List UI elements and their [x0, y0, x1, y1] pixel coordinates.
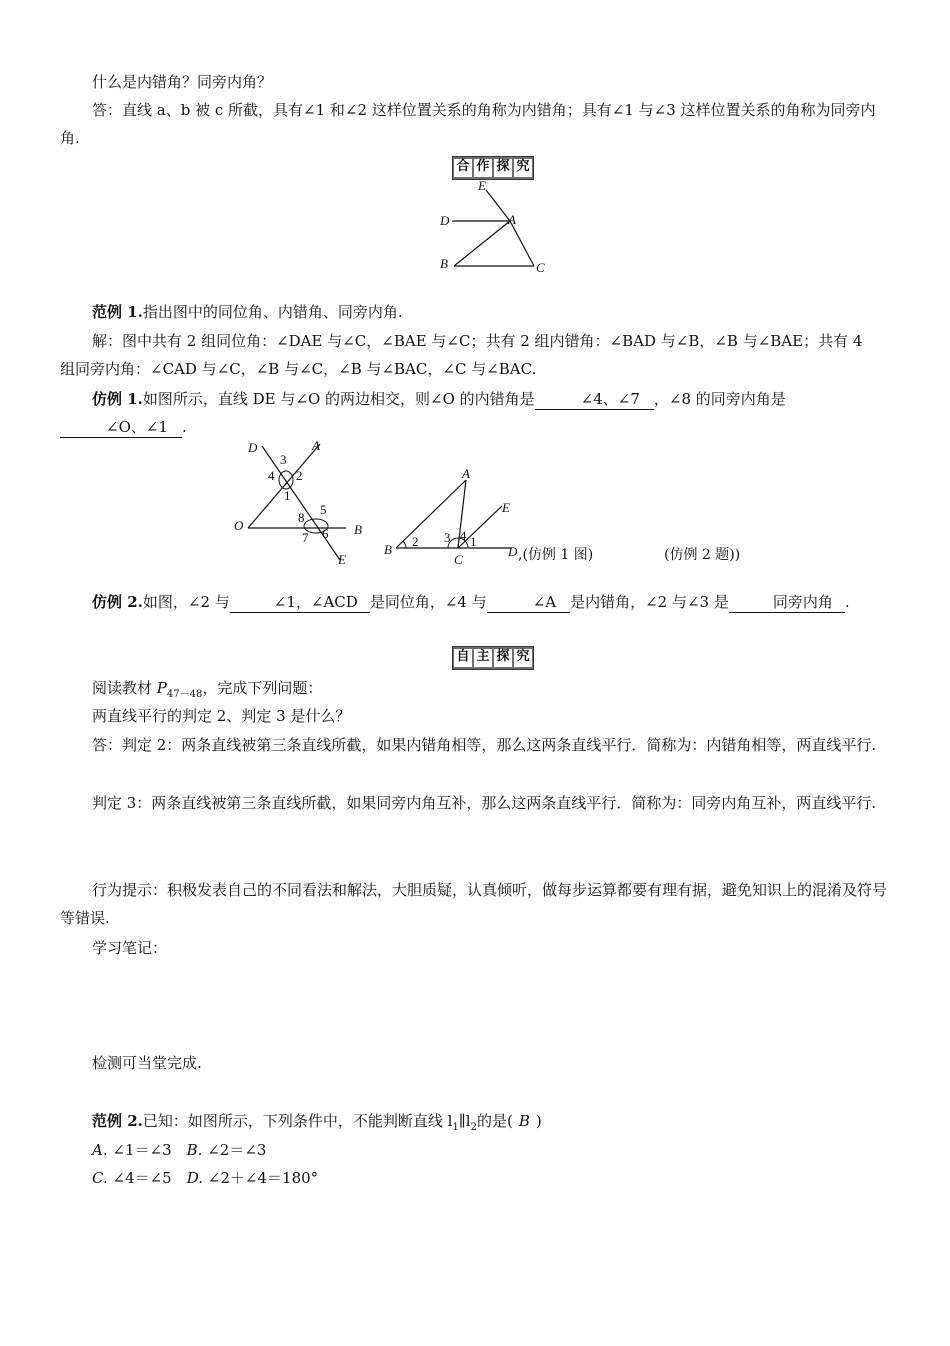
- label-B: B: [384, 542, 392, 557]
- notes-label: 学习笔记：: [92, 939, 168, 957]
- label-A: A: [312, 438, 320, 453]
- example1-solution-2: 组同旁内角：∠CAD 与∠C，∠B 与∠C，∠B 与∠BAC，∠C 与∠BAC.: [60, 360, 537, 378]
- rule-2: 答：判定 2：两条直线被第三条直线所截，如果内错角相等，那么这两条直线平行．简称为：内错角相等，两直线平行.: [92, 736, 877, 754]
- example1-text: 指出图中的同位角、内错角、同旁内角.: [142, 303, 403, 321]
- label-C: C: [536, 260, 545, 275]
- ray-AE: [486, 190, 510, 221]
- practice1-title: 仿例 1.: [92, 390, 143, 408]
- option-d-letter: D.: [186, 1169, 204, 1187]
- angle-3: 3: [280, 452, 287, 467]
- reading-prefix: 阅读教材: [92, 679, 157, 697]
- caption-practice2-figure: (仿例 2 题)): [664, 547, 741, 563]
- angle-2: 2: [296, 468, 303, 483]
- figure-triangle-1: [430, 178, 560, 276]
- intro-answer: 答：直线 a、b 被 c 所截，具有∠1 和∠2 这样位置关系的角称为内错角；具有∠1 与∠3 这样位置关系的角称为同旁内角.: [60, 101, 876, 147]
- label-B: B: [440, 256, 448, 271]
- option-a-letter: A.: [92, 1141, 108, 1159]
- example2-text-b: 的是(: [476, 1112, 513, 1130]
- practice2-answer3: 同旁内角: [729, 592, 845, 613]
- angle-6: 6: [322, 526, 329, 541]
- header-char: 究: [514, 649, 532, 667]
- section-header-cooperative: [452, 156, 534, 180]
- practice1: [60, 385, 892, 441]
- practice1-text: 如图所示，直线 DE 与∠O 的两边相交，则∠O 的内错角是: [142, 390, 535, 408]
- example2-title: 范例 2.: [92, 1112, 143, 1130]
- question-2: 两直线平行的判定 2、判定 3 是什么？: [92, 707, 351, 725]
- reading-suffix: ，完成下列问题：: [202, 679, 323, 697]
- option-b: ∠2＝∠3: [207, 1141, 267, 1159]
- check-note: 检测可当堂完成.: [92, 1054, 202, 1072]
- side-AC: [510, 221, 534, 266]
- example1-statement: [60, 298, 892, 326]
- angle-5: 5: [320, 502, 327, 517]
- angle-4: 4: [268, 468, 275, 483]
- example2-options-ab: [60, 1136, 892, 1164]
- example2-sub-1: 1: [452, 1122, 459, 1133]
- option-b-letter: B.: [186, 1141, 203, 1159]
- practice1-text-mid: ，∠8 的同旁内角是: [653, 390, 786, 408]
- angle-1: 1: [284, 488, 291, 503]
- label-E: E: [502, 500, 510, 515]
- label-C: C: [454, 552, 463, 567]
- figure-angle-O: [228, 438, 378, 570]
- label-D: D: [440, 213, 450, 228]
- label-D: D: [248, 440, 258, 455]
- label-O: O: [234, 518, 244, 533]
- practice2-text-3: 是内错角，∠2 与∠3 是: [570, 593, 729, 611]
- practice2: [60, 588, 892, 616]
- example2-sub-2: 2: [470, 1122, 477, 1133]
- intro-question: 什么是内错角？同旁内角？: [92, 73, 273, 91]
- header-char: 作: [474, 159, 492, 177]
- angle-7: 7: [302, 530, 309, 545]
- practice2-text-2: 是同位角，∠4 与: [369, 593, 487, 611]
- option-a: ∠1＝∠3: [112, 1141, 172, 1159]
- example2-text: 已知：如图所示，下列条件中，不能判断直线 l: [142, 1112, 453, 1130]
- caption-practice1-figure: ,(仿例 1 图): [518, 547, 594, 563]
- reading-page-letter: P: [156, 679, 167, 697]
- example2-answer: B: [518, 1112, 530, 1130]
- side-AB: [454, 221, 510, 266]
- label-D: D: [508, 544, 518, 559]
- label-A: A: [462, 466, 470, 481]
- header-char: 探: [494, 649, 512, 667]
- line-DE: [262, 446, 340, 560]
- example2-parallel: ∥l: [458, 1112, 471, 1130]
- example1-solution-1: 解：图中共有 2 组同位角：∠DAE 与∠C，∠BAE 与∠C；共有 2 组内错角：∠BAD 与∠B，∠B 与∠BAE；共有 4: [92, 332, 863, 350]
- rule-3: 判定 3：两条直线被第三条直线所截，如果同旁内角互补，那么这两条直线平行．简称为：同旁内角互补，两直线平行.: [92, 794, 877, 812]
- practice2-answer1: ∠1，∠ACD: [230, 592, 370, 613]
- practice1-answer2: ∠O、∠1: [60, 417, 182, 438]
- figure-parallel-2: [384, 468, 524, 570]
- practice2-end: .: [844, 593, 850, 611]
- angle-4: 4: [460, 528, 467, 543]
- practice2-text-1: 如图，∠2 与: [142, 593, 230, 611]
- header-char: 主: [474, 649, 492, 667]
- header-char: 究: [514, 159, 532, 177]
- reading-page-range: 47－48: [166, 689, 203, 700]
- option-c-letter: C.: [92, 1169, 108, 1187]
- angle-8: 8: [298, 510, 305, 525]
- label-E: E: [338, 552, 346, 567]
- example2-text-c: ): [535, 1112, 542, 1130]
- practice2-title: 仿例 2.: [92, 593, 143, 611]
- label-B: B: [354, 522, 362, 537]
- angle-3: 3: [444, 530, 451, 545]
- label-A: A: [508, 212, 516, 227]
- header-char: 合: [454, 159, 472, 177]
- section-header-independent: [452, 646, 534, 670]
- example1-title: 范例 1.: [92, 303, 143, 321]
- header-char: 探: [494, 159, 512, 177]
- practice2-answer2: ∠A: [487, 592, 570, 613]
- angle-mark-B: [403, 541, 406, 548]
- option-c: ∠4＝∠5: [112, 1169, 172, 1187]
- label-E: E: [478, 178, 486, 193]
- angle-1: 1: [470, 534, 477, 549]
- practice1-end: .: [181, 418, 187, 436]
- angle-2: 2: [412, 534, 419, 549]
- option-d: ∠2＋∠4＝180°: [207, 1169, 319, 1187]
- example2-options-cd: [60, 1164, 892, 1192]
- angle-mark-top: [279, 471, 293, 489]
- practice1-answer1: ∠4、∠7: [535, 389, 654, 410]
- behavior-tip: 行为提示：积极发表自己的不同看法和解法，大胆质疑，认真倾听，做每步运算都要有理有据，避免知识上的混淆及符号等错误.: [60, 881, 888, 927]
- header-char: 自: [454, 649, 472, 667]
